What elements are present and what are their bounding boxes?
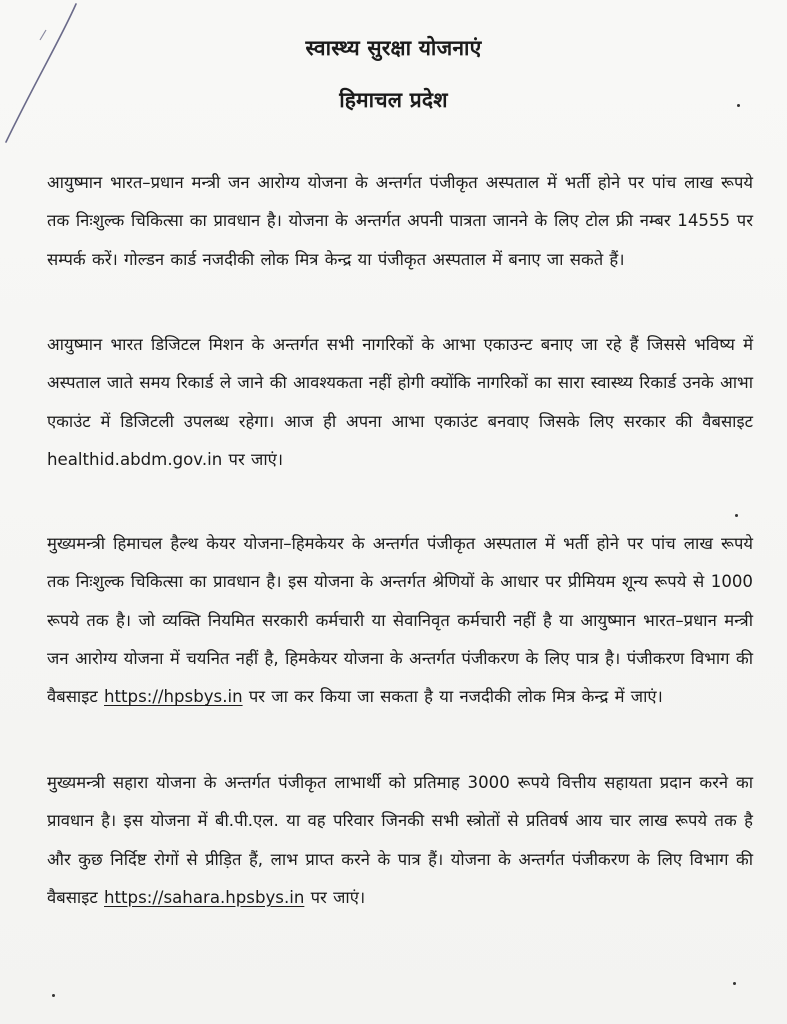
pen-stroke-mark [0,0,80,150]
sahara-website-link[interactable]: https://sahara.hpsbys.in [104,887,305,907]
paragraph-ayushman-bharat [47,164,753,279]
paragraph-text: पर जाएं। [304,887,366,907]
scan-speck [52,994,55,997]
document-subtitle-state: हिमाचल प्रदेश [339,88,448,112]
paragraph-text: आयुष्मान भारत–प्रधान मन्त्री जन आरोग्य योजना के अन्तर्गत पंजीकृत अस्पताल में भर्ती होने पर पांच लाख रूपये तक निःशुल्क चिकित्सा का प्रावधान है। योजना के अन्तर्गत अपनी पात्रता जानने के लिए टोल फ्री नम्बर 14555 पर सम्पर्क करें। गोल्डन कार्ड नजदीकी लोक मित्र केन्द्र या पंजीकृत अस्पताल में बनाए जा सकते हैं। [47,173,753,269]
scan-speck [737,104,740,107]
paragraph-text: मुख्यमन्त्री हिमाचल हैल्थ केयर योजना–हिमकेयर के अन्तर्गत पंजीकृत अस्पताल में भर्ती होने पर पांच लाख रूपये तक निःशुल्क चिकित्सा का प्रावधान है। इस योजना के अन्तर्गत श्रेणियों के आधार पर प्रीमियम शून्य रूपये से 1000 रूपये तक है। जो व्यक्ति नियमित सरकारी कर्मचारी या सेवानिवृत कर्मचारी नहीं है या आयुष्मान भारत–प्रधान मन्त्री जन आरोग्य योजना में चयनित नहीं है, हिमकेयर योजना के अन्तर्गत पंजीकरण के लिए पात्र है। पंजीकरण विभाग की वैबसाइट [47,534,753,707]
paragraph-text: पर जा कर किया जा सकता है या नजदीकी लोक मित्र केन्द्र में जाएं। [242,687,663,707]
paragraph-text: पर जाएं। [222,449,284,469]
hpsbys-website-link[interactable]: https://hpsbys.in [104,687,243,707]
paragraph-abha-account [47,326,753,479]
document-title: स्वास्थ्य सुरक्षा योजनाएं [305,36,482,60]
paragraph-text: मुख्यमन्त्री सहारा योजना के अन्तर्गत पंजीकृत लाभार्थी को प्रतिमाह 3000 रूपये वित्तीय सहायता प्रदान करने का प्रावधान है। इस योजना में बी.पी.एल. या वह परिवार जिनकी सभी स्त्रोतों से प्रतिवर्ष आय चार लाख रूपये तक है और कुछ निर्दिष्ट रोगों से प्रीड़ित हैं, लाभ प्राप्त करने के पात्र हैं। योजना के अन्तर्गत पंजीकरण के लिए विभाग की वैबसाइट [47,773,753,907]
paragraph-himcare [47,525,753,716]
paragraph-text: आयुष्मान भारत डिजिटल मिशन के अन्तर्गत सभी नागरिकों के आभा एकाउन्ट बनाए जा रहे हैं जिससे भविष्य में अस्पताल जाते समय रिकार्ड ले जाने की आवश्यकता नहीं होगी क्योंकि नागरिकों का सारा स्वास्थ्य रिकार्ड उनके आभा एकाउंट में डिजिटली उपलब्ध रहेगा। आज ही अपना आभा एकाउंट बनवाए जिसके लिए सरकार की वैबसाइट [47,335,753,431]
paragraph-sahara [47,764,753,917]
healthid-website-link[interactable]: healthid.abdm.gov.in [47,449,223,469]
scan-speck [733,982,736,985]
scan-speck [735,514,738,517]
